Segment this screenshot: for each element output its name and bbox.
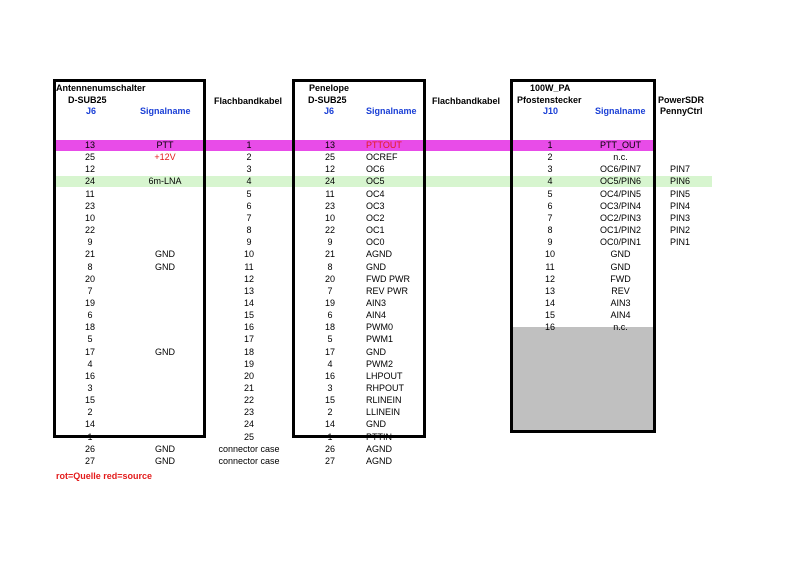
cell-flach: 19 — [243, 358, 254, 369]
cell-pen-pin: 4 — [327, 358, 333, 369]
cell-pa-sig: OC3/PIN4 — [599, 200, 641, 211]
cell-psdr — [660, 285, 700, 297]
cell-ant-sig: 6m-LNA — [148, 176, 182, 187]
cell-ant-pin: 22 — [84, 225, 95, 236]
header-pen-pin: J6 — [324, 106, 335, 116]
cell-pa-pin: 12 — [544, 273, 555, 284]
cell-flach: 12 — [243, 273, 254, 284]
cell-pa-pin: 14 — [544, 297, 555, 308]
cell-pen-sig: OC4 — [366, 188, 385, 199]
cell-ant-pin: 21 — [84, 249, 95, 260]
cell-flach: 21 — [243, 383, 254, 393]
header-psdr-line2: PennyCtrl — [660, 106, 703, 116]
cell-pen-pin: 8 — [327, 261, 333, 272]
cell-pen-sig: FWD PWR — [366, 273, 410, 284]
cell-pen-sig: AGND — [366, 455, 393, 466]
cell-pen-sig: PWM1 — [366, 334, 393, 345]
cell-flach: 8 — [246, 225, 252, 236]
header-pen-line2: D-SUB25 — [308, 95, 347, 105]
cell-ant-pin: 5 — [87, 334, 93, 345]
cell-pa-pin: 8 — [547, 225, 553, 236]
cell-pen-sig: GND — [366, 419, 386, 430]
cell-flach: 1 — [246, 140, 252, 150]
cell-flach: 24 — [243, 419, 254, 430]
cell-pen-pin: 20 — [324, 273, 335, 284]
cell-flach: 9 — [246, 237, 252, 248]
cell-flach: 7 — [246, 212, 252, 223]
header-ant-line2: D-SUB25 — [68, 95, 107, 105]
cell-ant-pin: 26 — [84, 443, 95, 454]
cell-psdr — [660, 333, 700, 345]
cell-pen-pin: 3 — [327, 383, 333, 393]
cell-pen-sig: LHPOUT — [366, 370, 403, 381]
cell-ant-pin: 12 — [84, 164, 95, 175]
cell-pa-pin: 6 — [547, 200, 553, 211]
cell-pa-sig: GND — [610, 249, 631, 260]
cell-pen-sig: OC2 — [366, 212, 385, 223]
cell-pen-pin: 13 — [324, 140, 335, 150]
cell-pa-pin: 4 — [547, 176, 553, 187]
cell-ant-sig: GND — [155, 261, 175, 272]
cell-flach: 5 — [246, 188, 252, 199]
cell-flach: 22 — [243, 395, 254, 406]
cell-psdr: PIN3 — [669, 212, 690, 223]
cell-pen-pin: 23 — [324, 200, 335, 211]
header-psdr-line1: PowerSDR — [658, 95, 705, 105]
cell-ant-pin: 15 — [84, 395, 95, 406]
cell-ant-pin: 16 — [84, 370, 95, 381]
cell-pen-sig: OC6 — [366, 164, 385, 175]
cell-ant-pin: 27 — [84, 455, 95, 466]
cell-pa-sig — [588, 443, 653, 455]
cell-flach: 4 — [246, 176, 252, 187]
cell-ant-pin: 20 — [84, 273, 95, 284]
cell-flach: connector case — [218, 455, 280, 466]
cell-pen-sig: RHPOUT — [366, 383, 404, 393]
cell-pen-sig: OC0 — [366, 237, 385, 248]
cell-flach: 2 — [246, 152, 252, 163]
cell-psdr — [660, 248, 700, 260]
cell-psdr: PIN2 — [669, 225, 690, 236]
header-ant-pin: J6 — [86, 106, 97, 116]
cell-pen-pin: 18 — [324, 322, 335, 333]
cell-psdr — [660, 139, 700, 151]
cell-pen-sig: OCREF — [366, 152, 398, 163]
cell-pen-sig: PWM0 — [366, 322, 393, 333]
cell-pen-sig: OC5 — [366, 176, 385, 187]
cell-ant-pin: 23 — [84, 200, 95, 211]
cell-ant-pin: 11 — [85, 188, 95, 199]
cell-ant-pin: 24 — [84, 176, 95, 187]
cell-flach: connector case — [218, 443, 280, 454]
cell-pa-pin: 1 — [547, 140, 553, 150]
cell-psdr: PIN6 — [669, 176, 690, 187]
cell-pa-sig: REV — [611, 285, 630, 296]
cell-pen-pin: 11 — [325, 188, 335, 199]
cell-ant-pin: 8 — [87, 261, 93, 272]
header-flachbandkabel-1: Flachbandkabel — [214, 96, 283, 106]
cell-flach: 18 — [243, 346, 254, 357]
cell-pa-pin: 16 — [544, 322, 555, 333]
cell-flach: 25 — [243, 431, 254, 442]
cell-pen-pin: 7 — [327, 285, 333, 296]
cell-pa-sig — [588, 455, 653, 467]
cell-pa-sig: AIN4 — [610, 310, 631, 321]
cell-pen-pin: 14 — [324, 419, 335, 430]
cell-pen-sig: PTTIN — [366, 431, 392, 442]
header-pa-signal: Signalname — [595, 106, 646, 116]
cell-ant-pin: 19 — [84, 297, 95, 308]
cell-pa-pin: 9 — [547, 237, 553, 248]
cell-ant-sig: GND — [155, 346, 175, 357]
cell-pen-pin: 21 — [324, 249, 335, 260]
cell-pa-pin: 5 — [547, 188, 553, 199]
cell-pen-pin: 10 — [324, 212, 335, 223]
cell-pa-sig: AIN3 — [610, 297, 631, 308]
cell-pen-pin: 2 — [327, 407, 333, 418]
cell-ant-pin: 13 — [84, 140, 95, 150]
cell-ant-sig: GND — [155, 455, 175, 466]
cell-ant-pin: 4 — [87, 358, 93, 369]
cell-pen-sig: AIN3 — [366, 297, 387, 308]
cell-pa-sig: PTT_OUT — [599, 140, 641, 150]
cell-pen-pin: 25 — [324, 152, 335, 163]
cell-psdr — [660, 297, 700, 309]
header-pa-pin: J10 — [543, 106, 559, 116]
cell-pen-pin: 17 — [324, 346, 335, 357]
cell-pen-pin: 16 — [324, 370, 335, 381]
cell-pen-pin: 15 — [324, 395, 335, 406]
cell-flach: 14 — [243, 297, 254, 308]
cell-psdr — [660, 321, 700, 333]
cell-pa-sig: OC6/PIN7 — [599, 164, 641, 175]
cell-ant-pin: 14 — [84, 419, 95, 430]
cell-pen-pin: 24 — [324, 176, 335, 187]
header-flachbandkabel-2: Flachbandkabel — [432, 96, 501, 106]
cell-pa-sig: OC0/PIN1 — [599, 237, 641, 248]
cell-ant-pin: 3 — [87, 383, 93, 393]
cell-pen-sig: OC3 — [366, 200, 385, 211]
cell-psdr — [660, 394, 700, 406]
cell-flach: 23 — [243, 407, 254, 418]
cell-ant-pin: 10 — [84, 212, 95, 223]
box-penelope — [292, 79, 426, 438]
cell-pen-pin: 26 — [324, 443, 335, 454]
cell-ant-sig: GND — [155, 249, 175, 260]
cell-flach: 16 — [243, 322, 254, 333]
cell-pa-pin — [530, 455, 570, 467]
cell-pen-sig: GND — [366, 346, 386, 357]
cell-ant-pin: 18 — [84, 322, 95, 333]
cell-ant-pin: 17 — [84, 346, 95, 357]
cell-psdr — [660, 346, 700, 358]
cell-pen-pin: 22 — [324, 225, 335, 236]
header-ant-line1: Antennenumschalter — [56, 83, 146, 93]
cell-ant-sig: PTT — [156, 140, 174, 150]
cell-ant-pin: 25 — [84, 152, 95, 163]
cell-psdr — [660, 273, 700, 285]
cell-pa-sig: n.c. — [613, 152, 628, 163]
cell-pa-pin: 13 — [544, 285, 555, 296]
cell-psdr: PIN7 — [669, 164, 690, 175]
cell-pen-sig: PTTOUT — [366, 140, 402, 150]
cell-psdr: PIN4 — [669, 200, 690, 211]
cell-pen-pin: 12 — [324, 164, 335, 175]
cell-ant-pin: 1 — [87, 431, 93, 442]
cell-flach: 20 — [243, 370, 254, 381]
box-100w-pa — [510, 79, 656, 433]
cell-pen-sig: REV PWR — [366, 285, 409, 296]
cell-pa-sig: n.c. — [613, 322, 628, 333]
cell-psdr — [660, 382, 700, 394]
cell-flach: 17 — [243, 334, 254, 345]
cell-pa-sig: OC1/PIN2 — [599, 225, 641, 236]
cell-pen-pin: 6 — [327, 310, 333, 321]
cell-flach: 11 — [244, 261, 254, 272]
cell-flach: 13 — [243, 285, 254, 296]
cell-ant-pin: 9 — [87, 237, 93, 248]
cell-pen-sig: OC1 — [366, 225, 385, 236]
cell-psdr — [660, 261, 700, 273]
cell-pen-pin: 9 — [327, 237, 333, 248]
cell-pen-sig: PWM2 — [366, 358, 393, 369]
cell-flach: 10 — [243, 249, 254, 260]
cell-psdr — [660, 309, 700, 321]
cell-pa-pin — [530, 443, 570, 455]
cell-pa-sig: OC4/PIN5 — [599, 188, 641, 199]
cell-ant-sig: +12V — [154, 152, 176, 163]
cell-pen-pin: 1 — [327, 431, 333, 442]
cell-ant-sig: GND — [155, 443, 175, 454]
cell-pen-sig: AGND — [366, 249, 393, 260]
cell-pa-pin: 11 — [545, 261, 555, 272]
header-pen-line1: Penelope — [309, 83, 350, 93]
cell-pen-sig: AIN4 — [366, 310, 387, 321]
cell-psdr — [660, 431, 700, 443]
cell-pen-pin: 19 — [324, 297, 335, 308]
cell-psdr — [660, 443, 700, 455]
cell-psdr — [660, 406, 700, 418]
cell-psdr: PIN1 — [669, 237, 690, 248]
header-ant-signal: Signalname — [140, 106, 191, 116]
cell-pen-sig: LLINEIN — [366, 407, 401, 418]
header-pen-signal: Signalname — [366, 106, 417, 116]
cell-psdr — [660, 418, 700, 430]
cell-psdr — [660, 370, 700, 382]
box-antennenumschalter — [53, 79, 206, 438]
cell-pa-sig: FWD — [610, 273, 631, 284]
cell-psdr — [660, 455, 700, 467]
cell-pa-pin: 10 — [544, 249, 555, 260]
cell-pen-sig: GND — [366, 261, 386, 272]
cell-ant-pin: 2 — [87, 407, 93, 418]
cell-pa-sig: GND — [610, 261, 631, 272]
cell-pen-pin: 27 — [324, 455, 335, 466]
cell-ant-pin: 6 — [87, 310, 93, 321]
cell-pen-sig: AGND — [366, 443, 393, 454]
cell-pa-sig: OC5/PIN6 — [599, 176, 641, 187]
cell-flach: 6 — [246, 200, 252, 211]
cell-pa-pin: 7 — [547, 212, 553, 223]
cell-psdr: PIN5 — [669, 188, 690, 199]
cell-pa-pin: 15 — [544, 310, 555, 321]
header-pa-line2: Pfostenstecker — [517, 95, 582, 105]
cell-pen-pin: 5 — [327, 334, 333, 345]
cell-pa-pin: 2 — [547, 152, 553, 163]
header-pa-line1: 100W_PA — [530, 83, 571, 93]
cell-ant-pin: 7 — [87, 285, 93, 296]
cell-flach: 3 — [246, 164, 252, 175]
cell-flach: 15 — [243, 310, 254, 321]
cell-pa-pin: 3 — [547, 164, 553, 175]
cell-psdr — [660, 358, 700, 370]
cell-pa-sig: OC2/PIN3 — [599, 212, 641, 223]
cell-psdr — [660, 151, 700, 163]
footnote-source: rot=Quelle red=source — [56, 471, 153, 481]
cell-pen-sig: RLINEIN — [366, 395, 402, 406]
